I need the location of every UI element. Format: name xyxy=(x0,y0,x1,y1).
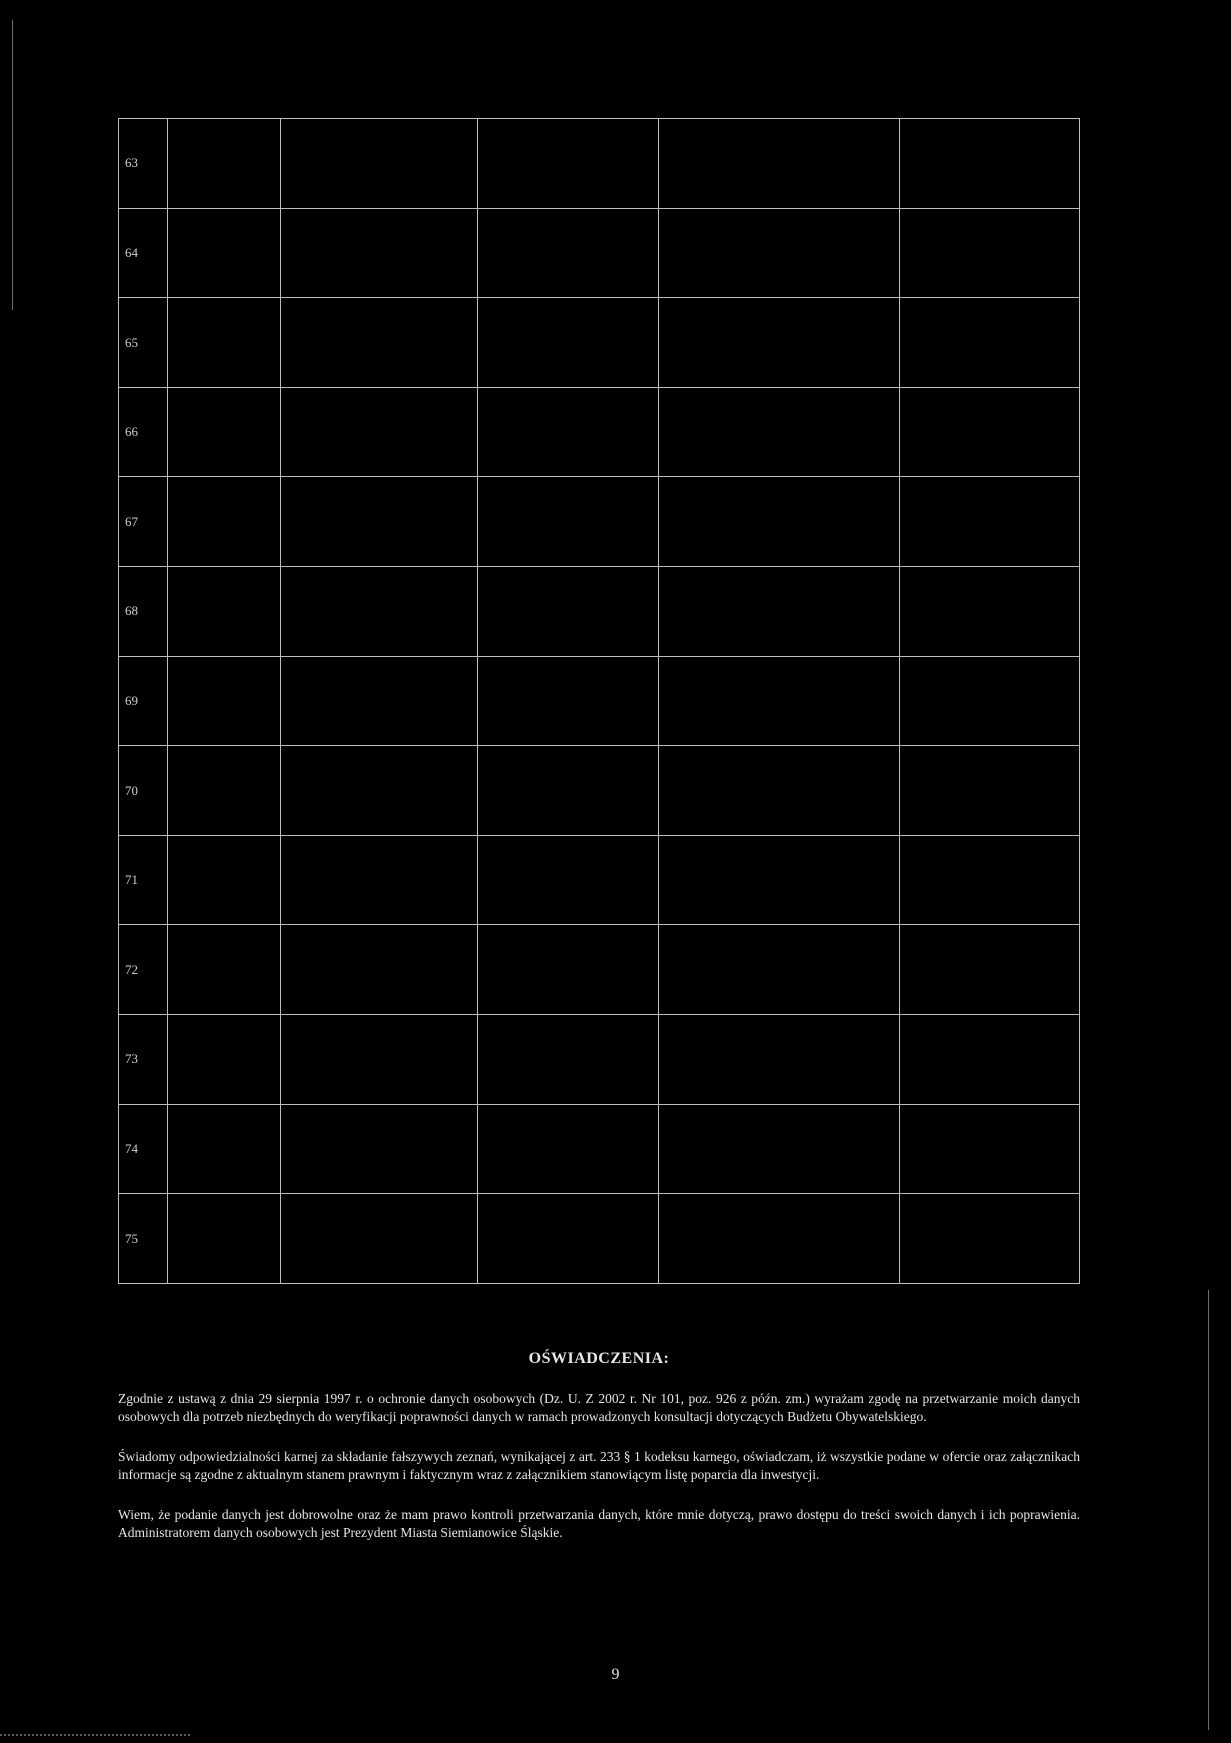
table-cell-col-5[interactable] xyxy=(900,1194,1080,1284)
table-cell-col-5[interactable] xyxy=(900,119,1080,209)
table-cell-col-1[interactable] xyxy=(168,1104,281,1194)
row-number: 71 xyxy=(119,835,168,925)
table-cell-col-3[interactable] xyxy=(478,1015,659,1105)
table-cell-col-1[interactable] xyxy=(168,925,281,1015)
table-row xyxy=(119,477,1080,567)
table-cell-col-1[interactable] xyxy=(168,387,281,477)
table-cell-col-2[interactable] xyxy=(281,656,478,746)
table-cell-col-5[interactable] xyxy=(900,298,1080,388)
table-row xyxy=(119,656,1080,746)
statement-data-rights: Wiem, że podanie danych jest dobrowolne oraz że mam prawo kontroli przetwarzania danych, które mnie dotyczą, prawo dostępu do treści swoich danych i ich poprawienia. Administratorem danych osobowych jest Prezydent Miasta Siemianowice Śląskie. xyxy=(118,1507,1080,1540)
row-number: 67 xyxy=(119,477,168,567)
table-cell-col-4[interactable] xyxy=(659,835,900,925)
statements-heading: OŚWIADCZENIA: xyxy=(528,1350,670,1367)
table-cell-col-1[interactable] xyxy=(168,1194,281,1284)
signature-table-body xyxy=(119,119,1080,1284)
table-row xyxy=(119,298,1080,388)
table-cell-col-3[interactable] xyxy=(478,298,659,388)
table-cell-col-1[interactable] xyxy=(168,208,281,298)
table-row xyxy=(119,835,1080,925)
table-cell-col-3[interactable] xyxy=(478,746,659,836)
table-cell-col-4[interactable] xyxy=(659,925,900,1015)
row-number: 74 xyxy=(119,1104,168,1194)
table-cell-col-4[interactable] xyxy=(659,656,900,746)
table-cell-col-1[interactable] xyxy=(168,746,281,836)
table-row xyxy=(119,1015,1080,1105)
table-cell-col-3[interactable] xyxy=(478,119,659,209)
table-cell-col-4[interactable] xyxy=(659,298,900,388)
table-row xyxy=(119,119,1080,209)
table-cell-col-3[interactable] xyxy=(478,656,659,746)
page-number: 9 xyxy=(611,1666,620,1683)
table-cell-col-1[interactable] xyxy=(168,119,281,209)
table-cell-col-5[interactable] xyxy=(900,477,1080,567)
table-cell-col-5[interactable] xyxy=(900,835,1080,925)
table-cell-col-4[interactable] xyxy=(659,119,900,209)
row-number: 65 xyxy=(119,298,168,388)
statements-section xyxy=(118,1350,1080,1564)
row-number: 69 xyxy=(119,656,168,746)
row-number: 64 xyxy=(119,208,168,298)
table-cell-col-4[interactable] xyxy=(659,567,900,657)
table-cell-col-2[interactable] xyxy=(281,925,478,1015)
table-cell-col-4[interactable] xyxy=(659,477,900,567)
table-cell-col-5[interactable] xyxy=(900,656,1080,746)
table-cell-col-2[interactable] xyxy=(281,746,478,836)
row-number: 75 xyxy=(119,1194,168,1284)
table-cell-col-2[interactable] xyxy=(281,387,478,477)
table-cell-col-2[interactable] xyxy=(281,477,478,567)
table-row xyxy=(119,387,1080,477)
table-cell-col-5[interactable] xyxy=(900,387,1080,477)
table-cell-col-3[interactable] xyxy=(478,208,659,298)
table-cell-col-3[interactable] xyxy=(478,1194,659,1284)
table-cell-col-4[interactable] xyxy=(659,1015,900,1105)
row-number: 73 xyxy=(119,1015,168,1105)
table-cell-col-2[interactable] xyxy=(281,298,478,388)
table-cell-col-4[interactable] xyxy=(659,387,900,477)
row-number: 70 xyxy=(119,746,168,836)
row-number: 68 xyxy=(119,567,168,657)
table-cell-col-5[interactable] xyxy=(900,208,1080,298)
row-number: 66 xyxy=(119,387,168,477)
table-row xyxy=(119,1194,1080,1284)
table-cell-col-1[interactable] xyxy=(168,567,281,657)
statement-criminal-liability: Świadomy odpowiedzialności karnej za składanie fałszywych zeznań, wynikającej z art. 233 § 1 kodeksu karnego, oświadczam, iż wszystkie podane w ofercie oraz załącznikach informacje są zgodne z aktualnym stanem prawnym i faktycznym wraz z załącznikiem stanowiącym listę poparcia dla inwestycji. xyxy=(118,1449,1080,1482)
table-cell-col-2[interactable] xyxy=(281,119,478,209)
table-cell-col-1[interactable] xyxy=(168,1015,281,1105)
table-cell-col-3[interactable] xyxy=(478,1104,659,1194)
table-cell-col-4[interactable] xyxy=(659,746,900,836)
table-cell-col-1[interactable] xyxy=(168,298,281,388)
table-row xyxy=(119,1104,1080,1194)
scan-edge-right xyxy=(1208,1290,1209,1730)
table-cell-col-5[interactable] xyxy=(900,567,1080,657)
table-row xyxy=(119,925,1080,1015)
statement-data-consent: Zgodnie z ustawą z dnia 29 sierpnia 1997 r. o ochronie danych osobowych (Dz. U. Z 2002 r. Nr 101, poz. 926 z późn. zm.) wyrażam zgodę na przetwarzanie moich danych osobowych dla potrzeb niezbędnych do weryfikacji poprawności danych w ramach prowadzonych konsultacji dotyczących Budżetu Obywatelskiego. xyxy=(118,1391,1080,1424)
table-cell-col-1[interactable] xyxy=(168,656,281,746)
table-cell-col-4[interactable] xyxy=(659,1194,900,1284)
table-cell-col-5[interactable] xyxy=(900,746,1080,836)
table-cell-col-2[interactable] xyxy=(281,1104,478,1194)
table-cell-col-1[interactable] xyxy=(168,477,281,567)
table-cell-col-3[interactable] xyxy=(478,925,659,1015)
table-cell-col-2[interactable] xyxy=(281,208,478,298)
table-cell-col-5[interactable] xyxy=(900,1015,1080,1105)
table-cell-col-4[interactable] xyxy=(659,1104,900,1194)
table-cell-col-3[interactable] xyxy=(478,835,659,925)
table-cell-col-2[interactable] xyxy=(281,835,478,925)
row-number: 63 xyxy=(119,119,168,209)
table-row xyxy=(119,567,1080,657)
table-cell-col-3[interactable] xyxy=(478,477,659,567)
table-row xyxy=(119,746,1080,836)
table-cell-col-2[interactable] xyxy=(281,567,478,657)
table-row xyxy=(119,208,1080,298)
table-cell-col-5[interactable] xyxy=(900,1104,1080,1194)
table-cell-col-1[interactable] xyxy=(168,835,281,925)
scan-dots xyxy=(0,1734,190,1738)
table-cell-col-5[interactable] xyxy=(900,925,1080,1015)
scan-edge-left xyxy=(12,20,13,310)
table-cell-col-2[interactable] xyxy=(281,1015,478,1105)
row-number: 72 xyxy=(119,925,168,1015)
table-cell-col-2[interactable] xyxy=(281,1194,478,1284)
table-cell-col-3[interactable] xyxy=(478,567,659,657)
signature-table xyxy=(118,118,1080,1284)
table-cell-col-3[interactable] xyxy=(478,387,659,477)
table-cell-col-4[interactable] xyxy=(659,208,900,298)
